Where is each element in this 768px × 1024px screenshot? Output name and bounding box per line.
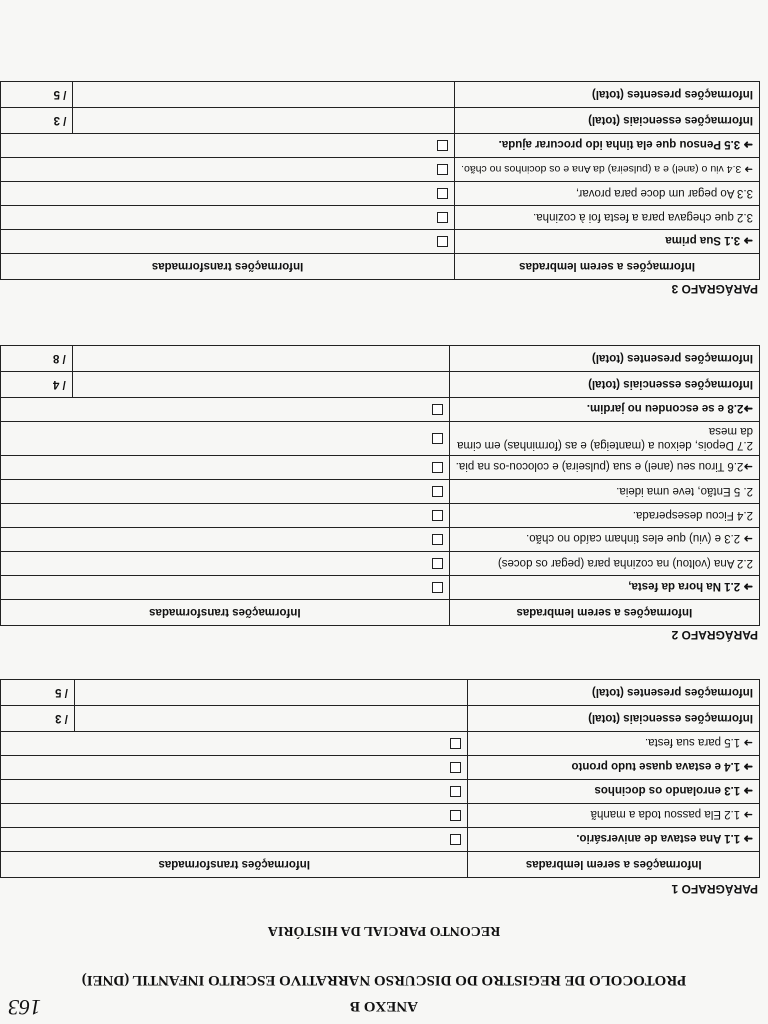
item-row [455,230,760,254]
col-header-remember: Informações a serem lembradas [449,600,759,626]
item-text: ➜ 1.2 Ela passou toda a manhã [590,808,753,821]
item-row [449,422,759,456]
summary-present-value: / 5 [1,680,75,706]
checkbox[interactable] [437,212,448,223]
checkbox[interactable] [437,236,448,247]
paragraph-title: PARÁGRAFO 2 [671,628,758,642]
summary-essential-label: Informações essenciais (total) [468,706,760,732]
item-row [468,804,760,828]
item-text: ➜ 2.1 Na hora da festa, [628,580,753,593]
checkbox[interactable] [437,140,448,151]
checkbox[interactable] [437,188,448,199]
checkbox[interactable] [450,810,461,821]
checkbox[interactable] [432,534,443,545]
item-row [449,528,759,552]
protocol-title: PROTOCOLO DE REGISTRO DO DISCURSO NARRATIVO ESCRITO INFANTIL (DNEI) [81,972,687,988]
summary-present-value: / 5 [1,82,73,108]
summary-essential-value: / 3 [1,706,75,732]
item-text: 2. 5 Então, teve uma ideia. [616,485,753,498]
summary-present-value: / 8 [1,346,73,372]
item-row [468,828,760,852]
item-text: 3.3 Ao pegar um doce para provar, [575,187,753,200]
item-text: 2.4 Ficou desesperada. [632,509,753,522]
item-text: ➜ 2.3 e (viu) que eles tinham caído no chão. [526,532,753,545]
item-text: ➜ 1.5 para sua festa. [644,736,753,749]
summary-present-label: Informações presentes (total) [449,346,759,372]
annex-title: ANEXO B [350,998,418,1014]
item-row [468,732,760,756]
item-row [449,480,759,504]
item-text: ➜ 3.5 Pensou que ela tinha ido procurar ajuda. [498,138,753,151]
paragraph-title: PARÁGRAFO 1 [671,882,758,896]
col-header-transformed: Informações transformadas [1,600,450,626]
paragraph-table [0,345,760,626]
item-text: ➜ 1.3 enrolando os docinhos [594,784,753,797]
col-header-remember: Informações a serem lembradas [468,852,760,878]
item-row [449,456,759,480]
paragraph-table [0,679,760,878]
item-row [449,552,759,576]
summary-essential-value: / 4 [1,372,73,398]
item-text: 2.7 Depois, deixou a (manteiga) e as (forminhas) em cima da mesa [457,425,753,452]
summary-essential-label: Informações essenciais (total) [449,372,759,398]
checkbox[interactable] [450,762,461,773]
checkbox[interactable] [432,462,443,473]
paragraph-table [0,81,760,280]
item-row [455,134,760,158]
checkbox[interactable] [432,510,443,521]
col-header-remember: Informações a serem lembradas [455,254,760,280]
checkbox[interactable] [432,558,443,569]
page-number: 163 [8,995,41,1020]
item-text: ➜2.8 e se escondeu no jardim. [586,402,753,415]
item-row [455,158,760,182]
summary-present-label: Informações presentes (total) [455,82,760,108]
checkbox[interactable] [432,433,443,444]
summary-essential-value: / 3 [1,108,73,134]
checkbox[interactable] [432,486,443,497]
item-row [449,398,759,422]
item-text: ➜ 1.1 Ana estava de aniversário. [576,832,753,845]
item-row [455,206,760,230]
item-text: 3.2 que chegava para a festa foi à cozinha. [533,211,753,224]
checkbox[interactable] [450,786,461,797]
item-text: ➜ 3.4 viu o (anel) e a (pulseira) da Ana e os docinhos no chão. [461,163,753,176]
paragraph-title: PARÁGRAFO 3 [671,282,758,296]
item-row [468,756,760,780]
checkbox[interactable] [432,404,443,415]
item-text: ➜ 3.1 Sua prima [665,234,753,247]
section-subtitle: RECONTO PARCIAL DA HISTÓRIA [267,923,501,938]
col-header-transformed: Informações transformadas [1,254,455,280]
checkbox[interactable] [432,582,443,593]
item-text: 2.2 Ana (voltou) na cozinha para (pegar os doces) [497,557,753,570]
checkbox[interactable] [450,738,461,749]
item-row [468,780,760,804]
item-text: ➜ 1.4 e estava quase tudo pronto [571,760,753,773]
item-text: ➜2.6 Tirou seu (anel) e sua (pulseira) e colocou-os na pia. [455,460,753,473]
summary-present-label: Informações presentes (total) [468,680,760,706]
item-row [449,576,759,600]
summary-essential-label: Informações essenciais (total) [455,108,760,134]
item-row [455,182,760,206]
checkbox[interactable] [450,834,461,845]
checkbox[interactable] [437,164,448,175]
item-row [449,504,759,528]
col-header-transformed: Informações transformadas [1,852,468,878]
